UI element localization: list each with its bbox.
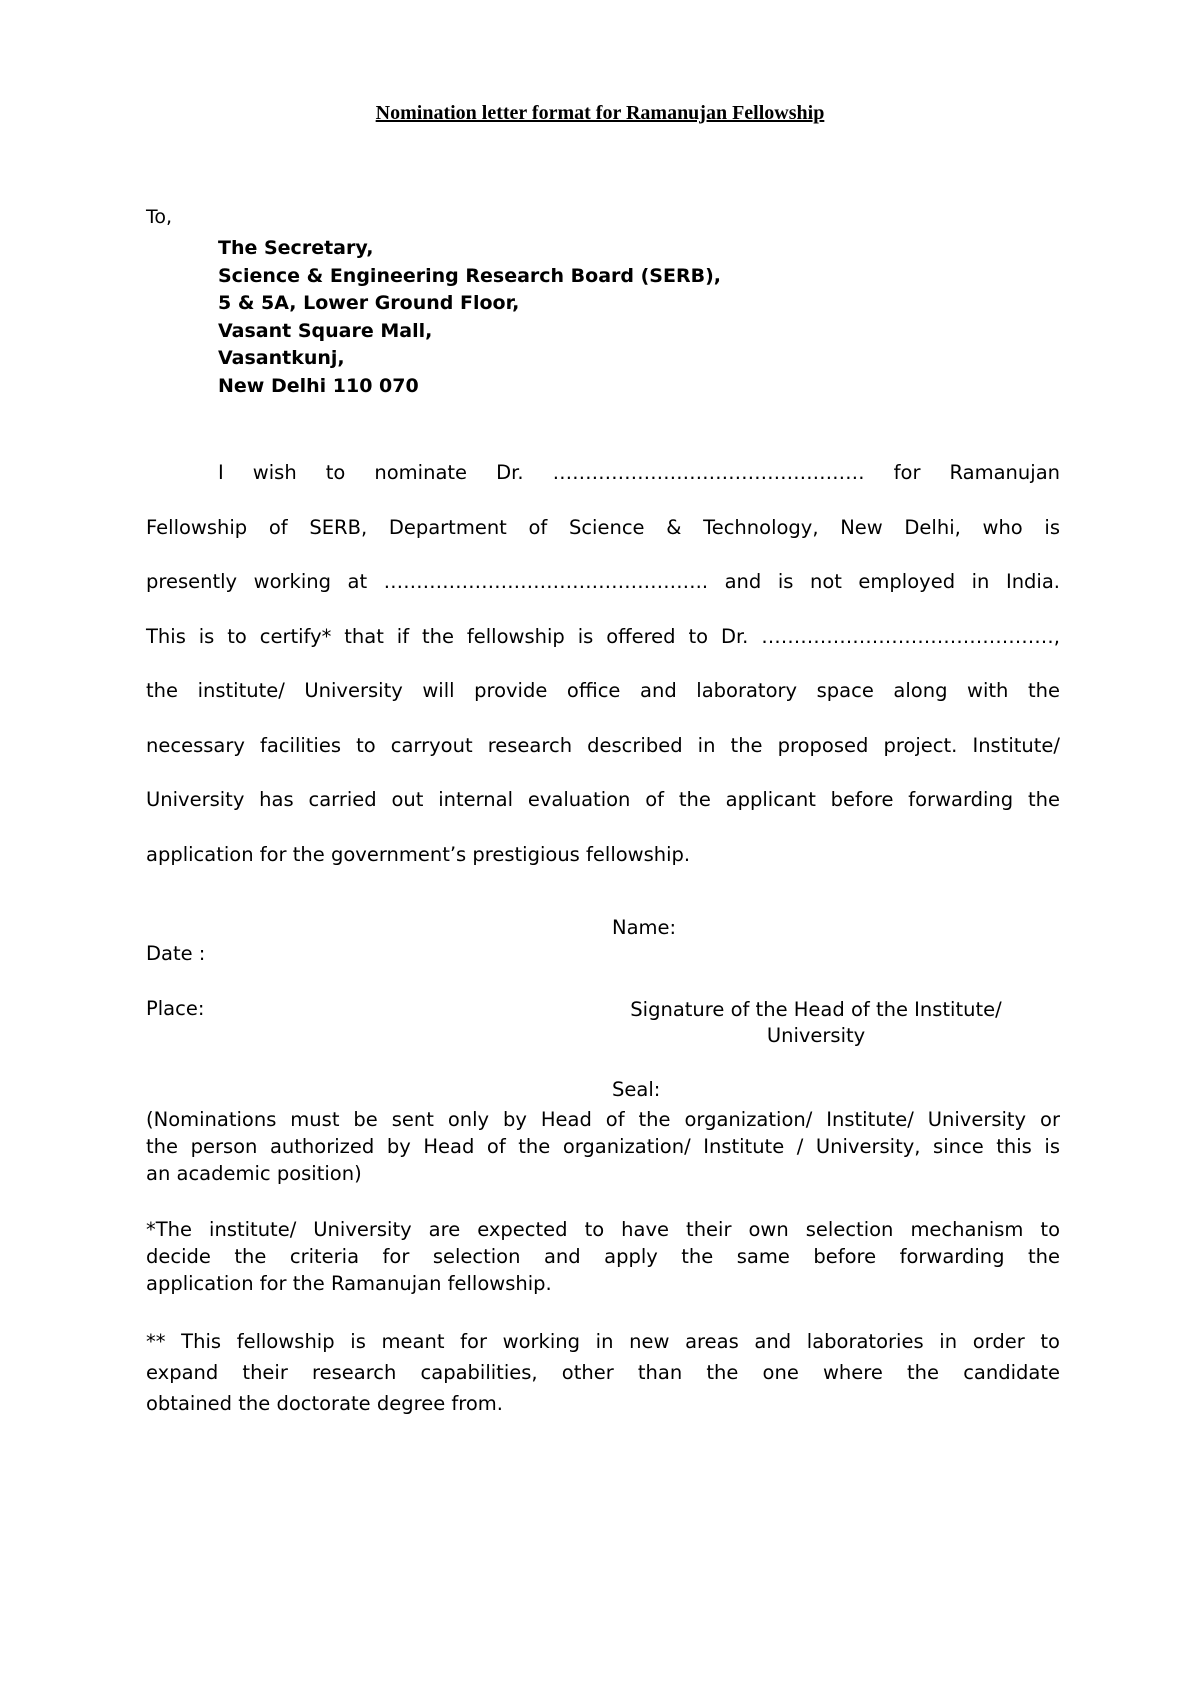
seal-label: Seal:	[612, 1078, 661, 1101]
name-label: Name:	[612, 916, 677, 939]
address-line: Vasant Square Mall,	[218, 319, 433, 342]
body-line: University has carried out internal evaluation of the applicant before forwarding the	[146, 788, 1060, 811]
body-line: Fellowship of SERB, Department of Science & Technology, New Delhi, who is	[146, 515, 1060, 539]
note-line: the person authorized by Head of the organization/ Institute / University, since this is	[146, 1135, 1060, 1158]
recipient-address	[218, 235, 721, 400]
document-title: Nomination letter format for Ramanujan Fellowship	[375, 102, 825, 124]
body-line: I wish to nominate Dr. ………………………………………… for Ramanujan	[218, 461, 1060, 484]
note-selection-mechanism	[146, 1216, 1060, 1297]
body-line: the institute/ University will provide office and laboratory space along with the	[146, 679, 1060, 702]
note-line: decide the criteria for selection and apply the same before forwarding the	[146, 1245, 1060, 1268]
signature-label-line: Signature of the Head of the Institute/	[630, 998, 1002, 1021]
note-line: (Nominations must be sent only by Head of the organization/ Institute/ University or	[146, 1108, 1060, 1131]
body-line: application for the government’s prestigious fellowship.	[146, 842, 691, 866]
note-line: expand their research capabilities, other than the one where the candidate	[146, 1361, 1060, 1384]
body-line: presently working at ………………………………………….. and is not employed in India.	[146, 570, 1060, 593]
note-line: *The institute/ University are expected to have their own selection mechanism to	[146, 1218, 1060, 1241]
note-nominations	[146, 1106, 1060, 1187]
note-new-areas	[146, 1326, 1060, 1419]
address-line: The Secretary,	[218, 237, 374, 259]
address-line: New Delhi 110 070	[218, 374, 419, 397]
address-line: Vasantkunj,	[218, 347, 345, 369]
signature-label-line: University	[766, 1024, 866, 1047]
note-line: obtained the doctorate degree from.	[146, 1392, 503, 1415]
date-label: Date :	[146, 942, 206, 965]
note-line: application for the Ramanujan fellowship.	[146, 1272, 552, 1295]
signature-label	[609, 997, 1023, 1049]
body-line: This is to certify* that if the fellowship is offered to Dr. ………………………………………,	[146, 624, 1060, 648]
salutation: To,	[146, 206, 173, 228]
address-line: Science & Engineering Research Board (SERB),	[218, 264, 721, 287]
place-label: Place:	[146, 997, 205, 1020]
address-line: 5 & 5A, Lower Ground Floor,	[218, 292, 520, 314]
note-line: an academic position)	[146, 1162, 362, 1185]
nomination-paragraph	[146, 446, 1060, 882]
body-line: necessary facilities to carryout research described in the proposed project. Institute/	[146, 733, 1060, 757]
note-line: ** This fellowship is meant for working in new areas and laboratories in order to	[146, 1330, 1060, 1353]
